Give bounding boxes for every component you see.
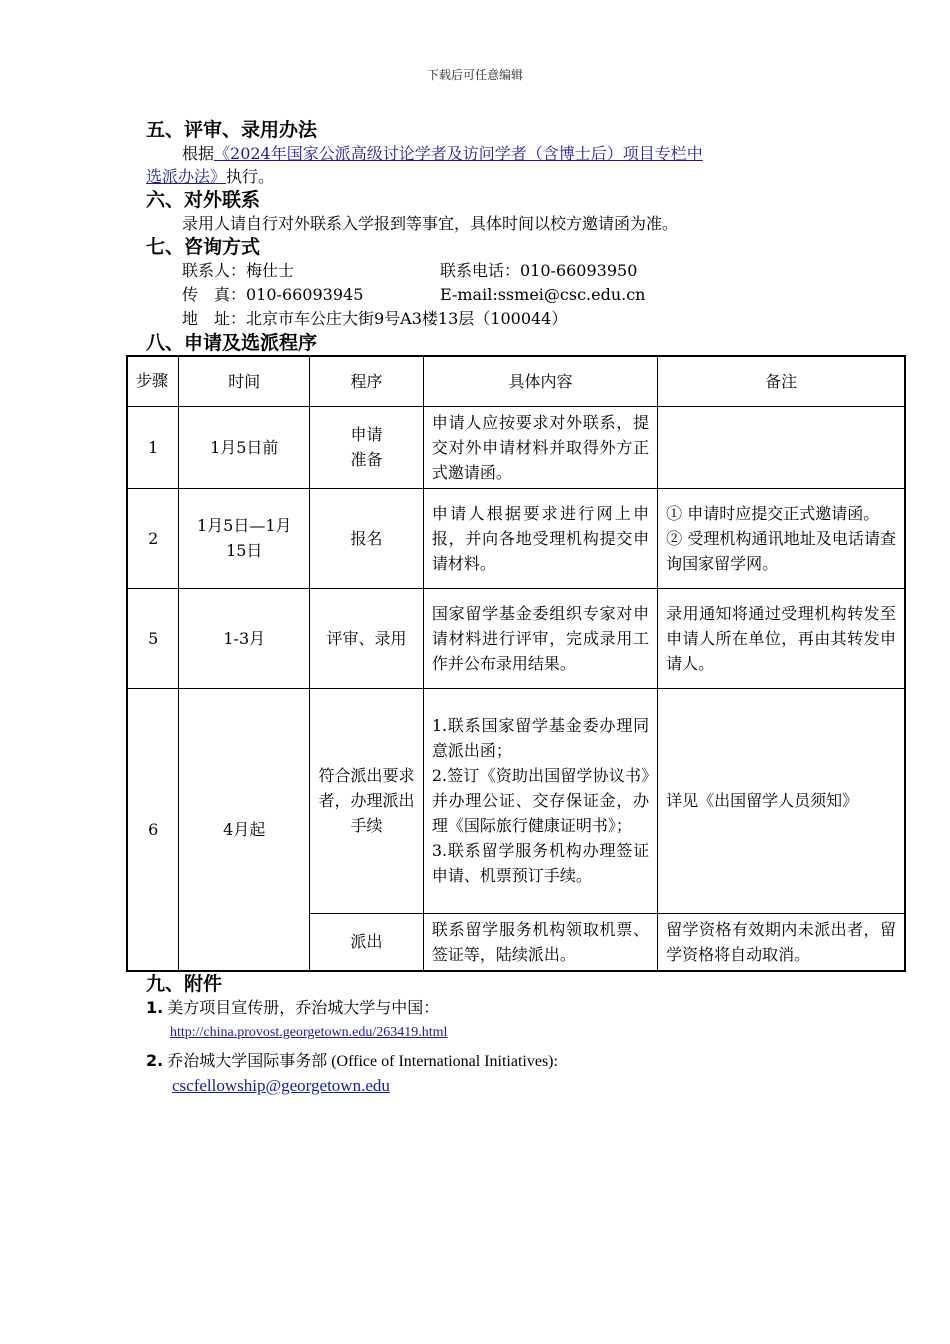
note-line: ② 受理机构通讯地址及电话请查询国家留学网。 bbox=[666, 528, 896, 573]
attachment-2-text: 乔治城大学国际事务部 (Office of International Initiatives): bbox=[167, 1052, 558, 1070]
attachment-2-email-row bbox=[146, 1074, 906, 1098]
procedure-cell: 报名 bbox=[310, 488, 424, 588]
header-content: 具体内容 bbox=[423, 356, 657, 406]
contact-address: 地 址：北京市车公庄大街9号A3楼13层（100044） bbox=[182, 309, 568, 328]
content-line: 3.联系留学服务机构办理签证申请、机票预订手续。 bbox=[431, 841, 650, 885]
header-step: 步骤 bbox=[127, 356, 179, 406]
document-body bbox=[136, 118, 906, 1098]
content-line: 2.签订《资助出国留学协议书》并办理公证、交存保证金，办理《国际旅行健康证明书》； bbox=[431, 766, 650, 835]
table-header-row bbox=[127, 356, 905, 406]
note-cell: 留学资格有效期内未派出者，留学资格将自动取消。 bbox=[658, 913, 905, 971]
step-cell: 6 bbox=[127, 688, 179, 971]
note-line: ① 申请时应提交正式邀请函。 bbox=[666, 503, 880, 523]
contact-email-link[interactable]: cscfellowship@georgetown.edu bbox=[172, 1075, 390, 1095]
time-cell: 4月起 bbox=[179, 688, 310, 971]
procedure-table bbox=[126, 355, 906, 972]
step-cell: 2 bbox=[127, 488, 179, 588]
section-9-title: 九、附件 bbox=[146, 972, 223, 995]
time-cell: 1-3月 bbox=[179, 588, 310, 688]
procedure-cell: 派出 bbox=[310, 913, 424, 971]
attachment-2-number: 2. bbox=[146, 1050, 164, 1070]
header-note: 备注 bbox=[658, 356, 905, 406]
section-5-prefix: 根据 bbox=[182, 144, 215, 163]
step-cell: 1 bbox=[127, 406, 179, 488]
note-cell: 详见《出国留学人员须知》 bbox=[658, 688, 905, 913]
time-cell: 1月5日—1月15日 bbox=[179, 488, 310, 588]
content-cell: 申请人根据要求进行网上申报，并向各地受理机构提交申请材料。 bbox=[423, 488, 657, 588]
note-cell bbox=[658, 488, 905, 588]
section-8-title: 八、申请及选派程序 bbox=[146, 332, 318, 354]
table-row bbox=[127, 588, 905, 688]
section-5-title: 五、评审、录用办法 bbox=[146, 119, 318, 141]
content-line: 1.联系国家留学基金委办理同意派出函； bbox=[431, 716, 650, 760]
download-note: 下载后可任意编辑 bbox=[426, 68, 523, 82]
note-cell: 录用通知将通过受理机构转发至申请人所在单位，再由其转发申请人。 bbox=[658, 588, 905, 688]
brochure-url-link[interactable]: http://china.provost.georgetown.edu/263419.html bbox=[170, 1024, 448, 1040]
contact-phone: 联系电话：010-66093950 bbox=[440, 261, 638, 280]
header-procedure: 程序 bbox=[310, 356, 424, 406]
content-cell: 联系留学服务机构领取机票、签证等，陆续派出。 bbox=[423, 913, 657, 971]
contact-row-2 bbox=[146, 283, 906, 307]
content-cell bbox=[423, 688, 657, 913]
contact-row-3 bbox=[146, 307, 906, 331]
contact-email: E-mail:ssmei@csc.edu.cn bbox=[440, 285, 646, 304]
section-6-title: 六、对外联系 bbox=[146, 189, 261, 211]
section-7-title: 七、咨询方式 bbox=[146, 236, 261, 258]
procedure-cell: 评审、录用 bbox=[310, 588, 424, 688]
attachment-2 bbox=[146, 1049, 906, 1074]
note-cell bbox=[658, 406, 905, 488]
content-cell: 国家留学基金委组织专家对申请材料进行评审，完成录用工作并公布录用结果。 bbox=[423, 588, 657, 688]
contact-person: 联系人：梅仕士 bbox=[182, 261, 295, 280]
attachment-1-url-row bbox=[146, 1021, 906, 1045]
attachment-1-text: 美方项目宣传册，乔治城大学与中国： bbox=[167, 999, 440, 1017]
header-time: 时间 bbox=[179, 356, 310, 406]
attachment-1 bbox=[146, 996, 906, 1021]
attachment-1-number: 1. bbox=[146, 997, 164, 1017]
table-row bbox=[127, 406, 905, 488]
content-cell: 申请人应按要求对外联系，提交对外申请材料并取得外方正式邀请函。 bbox=[423, 406, 657, 488]
table-row bbox=[127, 488, 905, 588]
table-row bbox=[127, 688, 905, 913]
selection-method-link-cont[interactable]: 选派办法》 bbox=[146, 167, 227, 186]
time-cell: 1月5日前 bbox=[179, 406, 310, 488]
contact-fax: 传 真：010-66093945 bbox=[182, 285, 364, 304]
section-6-text: 录用人请自行对外联系入学报到等事宜，具体时间以校方邀请函为准。 bbox=[182, 214, 679, 233]
section-5-text-cont bbox=[146, 165, 906, 188]
section-5-suffix: 执行。 bbox=[226, 167, 275, 186]
section-5-text bbox=[146, 142, 906, 165]
step-cell: 5 bbox=[127, 588, 179, 688]
contact-row-1 bbox=[146, 259, 906, 283]
selection-method-link[interactable]: 《2024年国家公派高级讨论学者及访问学者（含博士后）项目专栏中 bbox=[214, 144, 703, 163]
procedure-cell: 符合派出要求者，办理派出手续 bbox=[310, 688, 424, 913]
procedure-cell: 申请 准备 bbox=[310, 406, 424, 488]
